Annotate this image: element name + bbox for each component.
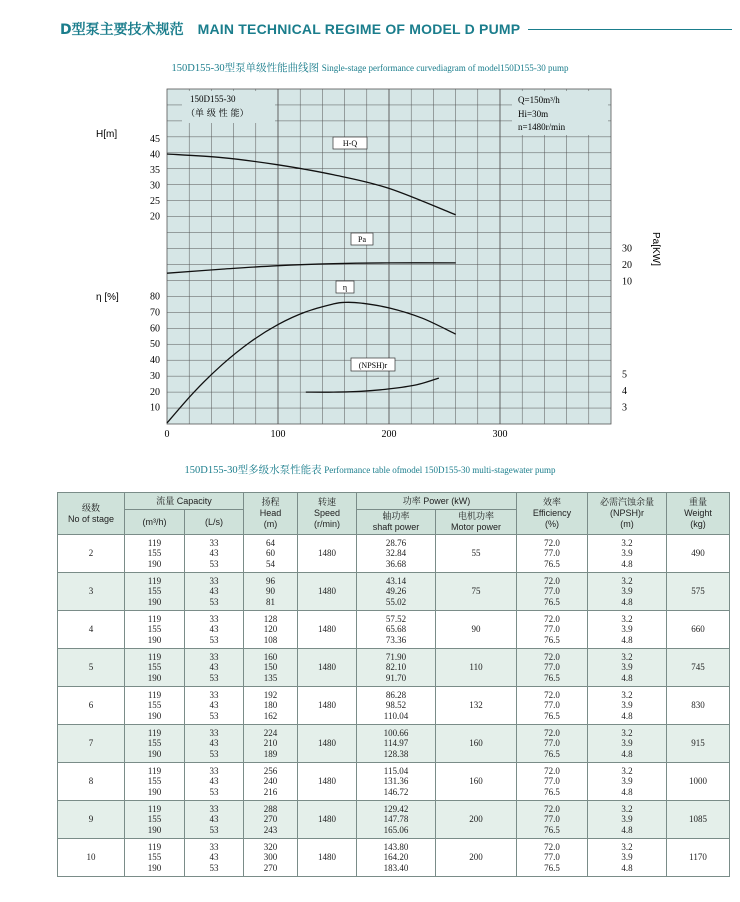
cell-shaft: 100.66 114.97 128.38 xyxy=(357,725,436,763)
npsh-tick-label: 5 xyxy=(622,369,627,381)
col-capacity-m3h: (m³/h) xyxy=(125,510,185,535)
cell-q-m3h: 119 155 190 xyxy=(125,801,185,839)
cell-weight: 745 xyxy=(667,649,730,687)
cell-q-ls: 33 43 53 xyxy=(185,611,244,649)
cell-eff: 72.0 77.0 76.5 xyxy=(517,801,588,839)
cell-q-ls: 33 43 53 xyxy=(185,687,244,725)
cell-shaft: 115.04 131.36 146.72 xyxy=(357,763,436,801)
cell-weight: 490 xyxy=(667,535,730,573)
cell-q-m3h: 119 155 190 xyxy=(125,763,185,801)
cell-weight: 830 xyxy=(667,687,730,725)
model-note: （单 级 性 能） xyxy=(186,109,249,119)
spec-head: Hi=30m xyxy=(518,109,549,119)
npsh-tick-label: 3 xyxy=(622,402,627,414)
cell-eff: 72.0 77.0 76.5 xyxy=(517,535,588,573)
cell-motor: 75 xyxy=(436,573,517,611)
eff-axis-label: η [%] xyxy=(96,292,119,303)
table-row xyxy=(58,763,730,801)
npsh-tick-label: 4 xyxy=(622,386,627,397)
cell-weight: 1170 xyxy=(667,839,730,877)
cell-shaft: 28.76 32.84 36.68 xyxy=(357,535,436,573)
cell-shaft: 57.52 65.68 73.36 xyxy=(357,611,436,649)
cell-npsh: 3.2 3.9 4.8 xyxy=(588,687,667,725)
cell-eff: 72.0 77.0 76.5 xyxy=(517,649,588,687)
cell-motor: 55 xyxy=(436,535,517,573)
col-capacity-ls: (L/s) xyxy=(185,510,244,535)
col-motor-power: 电机功率 Motor power xyxy=(436,510,517,535)
table-row xyxy=(58,649,730,687)
cell-speed: 1480 xyxy=(298,573,357,611)
cell-q-m3h: 119 155 190 xyxy=(125,725,185,763)
power-tick-label: 30 xyxy=(622,243,632,255)
cell-stage: 5 xyxy=(58,649,125,687)
cell-motor: 200 xyxy=(436,839,517,877)
cell-npsh: 3.2 3.9 4.8 xyxy=(588,535,667,573)
spec-flow: Q=150m³/h xyxy=(518,95,560,105)
performance-table xyxy=(57,492,730,877)
table-row xyxy=(58,535,730,573)
head-tick-label: 45 xyxy=(150,134,160,145)
cell-eff: 72.0 77.0 76.5 xyxy=(517,839,588,877)
series-label-power: Pa xyxy=(358,235,366,244)
cell-eff: 72.0 77.0 76.5 xyxy=(517,573,588,611)
cell-motor: 200 xyxy=(436,801,517,839)
grid xyxy=(167,89,611,424)
cell-npsh: 3.2 3.9 4.8 xyxy=(588,649,667,687)
series-label-npsh: (NPSH)r xyxy=(358,361,388,370)
cell-speed: 1480 xyxy=(298,611,357,649)
power-tick-label: 10 xyxy=(622,276,632,288)
series-label-head: H-Q xyxy=(342,139,358,148)
col-efficiency: 效率 Efficiency (%) xyxy=(517,493,588,535)
cell-shaft: 86.28 98.52 110.04 xyxy=(357,687,436,725)
spec-speed: n=1480r/min xyxy=(518,122,566,132)
table-body xyxy=(58,535,730,877)
head-axis-label: H[m] xyxy=(96,129,118,140)
eff-tick-label: 40 xyxy=(150,355,160,366)
cell-weight: 1085 xyxy=(667,801,730,839)
cell-speed: 1480 xyxy=(298,839,357,877)
cell-motor: 132 xyxy=(436,687,517,725)
cell-head: 224 210 189 xyxy=(244,725,298,763)
col-weight: 重量 Weight (kg) xyxy=(667,493,730,535)
cell-eff: 72.0 77.0 76.5 xyxy=(517,611,588,649)
eff-tick-label: 60 xyxy=(150,323,160,335)
cell-npsh: 3.2 3.9 4.8 xyxy=(588,839,667,877)
cell-q-m3h: 119 155 190 xyxy=(125,839,185,877)
cell-shaft: 71.90 82.10 91.70 xyxy=(357,649,436,687)
cell-q-m3h: 119 155 190 xyxy=(125,687,185,725)
cell-motor: 90 xyxy=(436,611,517,649)
power-axis-label: Pa[KW] xyxy=(650,232,661,266)
table-row xyxy=(58,725,730,763)
eff-tick-label: 80 xyxy=(150,291,160,303)
eff-tick-label: 20 xyxy=(150,386,160,398)
cell-eff: 72.0 77.0 76.5 xyxy=(517,725,588,763)
cell-speed: 1480 xyxy=(298,535,357,573)
col-stage: 级数 No of stage xyxy=(58,493,125,535)
cell-speed: 1480 xyxy=(298,725,357,763)
eff-tick-label: 70 xyxy=(150,307,160,319)
col-head: 扬程 Head (m) xyxy=(244,493,298,535)
cell-head: 320 300 270 xyxy=(244,839,298,877)
cell-stage: 10 xyxy=(58,839,125,877)
cell-head: 192 180 162 xyxy=(244,687,298,725)
model-name: 150D155-30 xyxy=(190,94,236,104)
col-shaft-power: 轴功率 shaft power xyxy=(357,510,436,535)
eff-tick-label: 50 xyxy=(150,339,160,351)
head-tick-label: 25 xyxy=(150,196,160,207)
cell-motor: 160 xyxy=(436,725,517,763)
cell-stage: 3 xyxy=(58,573,125,611)
cell-head: 64 60 54 xyxy=(244,535,298,573)
title-en: MAIN TECHNICAL REGIME OF MODEL D PUMP xyxy=(197,21,521,37)
cell-weight: 575 xyxy=(667,573,730,611)
cell-shaft: 129.42 147.78 165.06 xyxy=(357,801,436,839)
cell-npsh: 3.2 3.9 4.8 xyxy=(588,801,667,839)
power-tick-label: 20 xyxy=(622,260,632,271)
cell-stage: 8 xyxy=(58,763,125,801)
cell-npsh: 3.2 3.9 4.8 xyxy=(588,725,667,763)
col-speed: 转速 Speed (r/min) xyxy=(298,493,357,535)
x-tick-label: 100 xyxy=(270,429,286,440)
table-row xyxy=(58,573,730,611)
col-npsh: 必需汽蚀余量 (NPSH)r (m) xyxy=(588,493,667,535)
cell-q-ls: 33 43 53 xyxy=(185,839,244,877)
title-cn: D型泵主要技术规范 xyxy=(60,22,184,38)
curve-caption-en: Single-stage performance curvediagram of model150D155-30 pump xyxy=(321,63,569,73)
head-tick-label: 20 xyxy=(150,211,160,223)
eff-tick-label: 30 xyxy=(150,370,160,382)
cell-npsh: 3.2 3.9 4.8 xyxy=(588,573,667,611)
cell-head: 288 270 243 xyxy=(244,801,298,839)
head-tick-label: 40 xyxy=(150,149,160,161)
cell-weight: 915 xyxy=(667,725,730,763)
cell-shaft: 143.80 164.20 183.40 xyxy=(357,839,436,877)
cell-weight: 1000 xyxy=(667,763,730,801)
cell-q-ls: 33 43 53 xyxy=(185,763,244,801)
cell-head: 96 90 81 xyxy=(244,573,298,611)
series-label-eff: η xyxy=(342,283,348,292)
cell-weight: 660 xyxy=(667,611,730,649)
cell-motor: 160 xyxy=(436,763,517,801)
cell-q-ls: 33 43 53 xyxy=(185,535,244,573)
cell-speed: 1480 xyxy=(298,801,357,839)
x-tick-label: 0 xyxy=(164,429,170,440)
cell-q-ls: 33 43 53 xyxy=(185,573,244,611)
cell-eff: 72.0 77.0 76.5 xyxy=(517,763,588,801)
cell-q-ls: 33 43 53 xyxy=(185,801,244,839)
head-tick-label: 30 xyxy=(150,180,160,192)
cell-eff: 72.0 77.0 76.5 xyxy=(517,687,588,725)
table-caption xyxy=(0,462,740,477)
cell-stage: 6 xyxy=(58,687,125,725)
x-tick-label: 200 xyxy=(381,429,397,440)
cell-stage: 9 xyxy=(58,801,125,839)
table-row xyxy=(58,839,730,877)
cell-stage: 2 xyxy=(58,535,125,573)
x-tick-label: 300 xyxy=(492,429,508,440)
table-caption-cn: 150D155-30型多级水泵性能表 xyxy=(184,465,322,476)
col-power: 功率 Power (kW) xyxy=(357,493,517,510)
cell-motor: 110 xyxy=(436,649,517,687)
cell-speed: 1480 xyxy=(298,649,357,687)
table-row xyxy=(58,687,730,725)
cell-head: 160 150 135 xyxy=(244,649,298,687)
cell-q-m3h: 119 155 190 xyxy=(125,611,185,649)
table-caption-en: Performance table ofmodel 150D155-30 multi-stagewater pump xyxy=(324,465,556,475)
cell-q-m3h: 119 155 190 xyxy=(125,535,185,573)
cell-head: 256 240 216 xyxy=(244,763,298,801)
cell-speed: 1480 xyxy=(298,687,357,725)
cell-speed: 1480 xyxy=(298,763,357,801)
cell-q-m3h: 119 155 190 xyxy=(125,573,185,611)
head-tick-label: 35 xyxy=(150,165,160,176)
cell-stage: 4 xyxy=(58,611,125,649)
col-capacity: 流量 Capacity xyxy=(125,493,244,510)
cell-q-ls: 33 43 53 xyxy=(185,649,244,687)
eff-tick-label: 10 xyxy=(150,402,160,414)
cell-head: 128 120 108 xyxy=(244,611,298,649)
cell-shaft: 43.14 49.26 55.02 xyxy=(357,573,436,611)
cell-q-m3h: 119 155 190 xyxy=(125,649,185,687)
cell-npsh: 3.2 3.9 4.8 xyxy=(588,611,667,649)
table-row xyxy=(58,801,730,839)
curve-caption-cn: 150D155-30型泵单级性能曲线图 xyxy=(171,63,320,74)
table-row xyxy=(58,611,730,649)
cell-npsh: 3.2 3.9 4.8 xyxy=(588,763,667,801)
cell-q-ls: 33 43 53 xyxy=(185,725,244,763)
cell-stage: 7 xyxy=(58,725,125,763)
